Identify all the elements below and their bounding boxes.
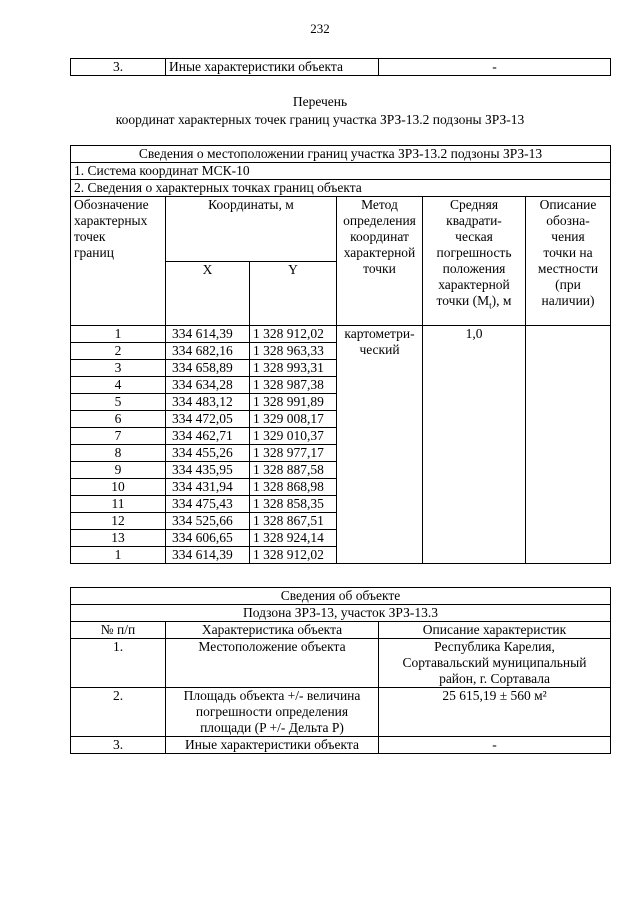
point-y: 1 328 991,89 <box>250 394 337 411</box>
header-designation: Обозначение характерных точек границ <box>71 197 166 326</box>
characteristic-value: Республика Карелия, Сортавальский муниципальный район, г. Сортавала <box>379 639 611 688</box>
list-heading <box>0 93 640 129</box>
point-id: 3 <box>71 360 166 377</box>
coordinates-table-title: Сведения о местоположении границ участка ЗРЗ-13.2 подзоны ЗРЗ-13 <box>71 146 611 163</box>
point-id: 6 <box>71 411 166 428</box>
point-y: 1 328 887,58 <box>250 462 337 479</box>
point-y: 1 328 993,31 <box>250 360 337 377</box>
point-y: 1 328 912,02 <box>250 547 337 564</box>
characteristic-label: Иные характеристики объекта <box>166 737 379 754</box>
point-id: 1 <box>71 326 166 343</box>
header-mean-square-error: Средняя квадрати- ческая погрешность положения характерной точки $(M_t)$, м <box>423 197 526 326</box>
object-table-title: Сведения об объекте <box>71 588 611 605</box>
row-number: 3. <box>71 737 166 754</box>
point-id: 10 <box>71 479 166 496</box>
point-y: 1 329 008,17 <box>250 411 337 428</box>
characteristic-label: Иные характеристики объекта <box>166 59 379 76</box>
header-row-number: № п/п <box>71 622 166 639</box>
row-number: 1. <box>71 639 166 688</box>
point-x: 334 475,43 <box>166 496 250 513</box>
heading-line-1: Перечень <box>292 94 348 109</box>
point-id: 8 <box>71 445 166 462</box>
table-row <box>71 326 611 343</box>
point-x: 334 483,12 <box>166 394 250 411</box>
point-x: 334 634,28 <box>166 377 250 394</box>
point-id: 1 <box>71 547 166 564</box>
point-x: 334 455,26 <box>166 445 250 462</box>
point-x: 334 525,66 <box>166 513 250 530</box>
point-y: 1 328 977,17 <box>250 445 337 462</box>
point-id: 9 <box>71 462 166 479</box>
table-row <box>71 688 611 737</box>
point-id: 13 <box>71 530 166 547</box>
table-row <box>71 639 611 688</box>
point-x: 334 658,89 <box>166 360 250 377</box>
header-description: Описание обозна- чения точки на местности (при наличии) <box>526 197 611 326</box>
point-id: 2 <box>71 343 166 360</box>
top-characteristics-table <box>70 58 611 76</box>
point-y: 1 328 987,38 <box>250 377 337 394</box>
characteristic-label: Площадь объекта +/- величина погрешности определения площади (P +/- Дельта P) <box>166 688 379 737</box>
coordinates-table <box>70 145 611 564</box>
point-x: 334 682,16 <box>166 343 250 360</box>
error-value: 1,0 <box>423 326 526 564</box>
point-id: 11 <box>71 496 166 513</box>
header-y: Y <box>250 261 337 326</box>
heading-line-2: координат характерных точек границ участка ЗРЗ-13.2 подзоны ЗРЗ-13 <box>115 112 525 127</box>
page-number: 232 <box>310 21 330 36</box>
point-id: 12 <box>71 513 166 530</box>
object-table-subtitle: Подзона ЗРЗ-13, участок ЗРЗ-13.3 <box>71 605 611 622</box>
point-id: 4 <box>71 377 166 394</box>
coordinate-system: 1. Система координат МСК-10 <box>71 163 611 180</box>
point-x: 334 462,71 <box>166 428 250 445</box>
point-x: 334 431,94 <box>166 479 250 496</box>
description-value <box>526 326 611 564</box>
point-x: 334 435,95 <box>166 462 250 479</box>
object-info-table <box>70 587 611 754</box>
point-id: 5 <box>71 394 166 411</box>
point-y: 1 328 867,51 <box>250 513 337 530</box>
points-section-title: 2. Сведения о характерных точках границ объекта <box>71 180 611 197</box>
header-coordinates: Координаты, м <box>166 197 337 262</box>
point-y: 1 328 963,33 <box>250 343 337 360</box>
method-value: картометри- ческий <box>337 326 423 564</box>
header-characteristic: Характеристика объекта <box>166 622 379 639</box>
point-y: 1 328 858,35 <box>250 496 337 513</box>
point-id: 7 <box>71 428 166 445</box>
point-y: 1 328 868,98 <box>250 479 337 496</box>
characteristic-value: 25 615,19 ± 560 м² <box>379 688 611 737</box>
point-x: 334 614,39 <box>166 326 250 343</box>
header-method: Метод определения координат характерной точки <box>337 197 423 326</box>
characteristic-value: - <box>379 737 611 754</box>
point-y: 1 328 912,02 <box>250 326 337 343</box>
table-row <box>71 737 611 754</box>
point-y: 1 328 924,14 <box>250 530 337 547</box>
point-x: 334 472,05 <box>166 411 250 428</box>
header-characteristic-description: Описание характеристик <box>379 622 611 639</box>
point-x: 334 606,65 <box>166 530 250 547</box>
point-y: 1 329 010,37 <box>250 428 337 445</box>
characteristic-label: Местоположение объекта <box>166 639 379 688</box>
row-number: 3. <box>71 59 166 76</box>
header-x: X <box>166 261 250 326</box>
point-x: 334 614,39 <box>166 547 250 564</box>
characteristic-value: - <box>379 59 611 76</box>
row-number: 2. <box>71 688 166 737</box>
